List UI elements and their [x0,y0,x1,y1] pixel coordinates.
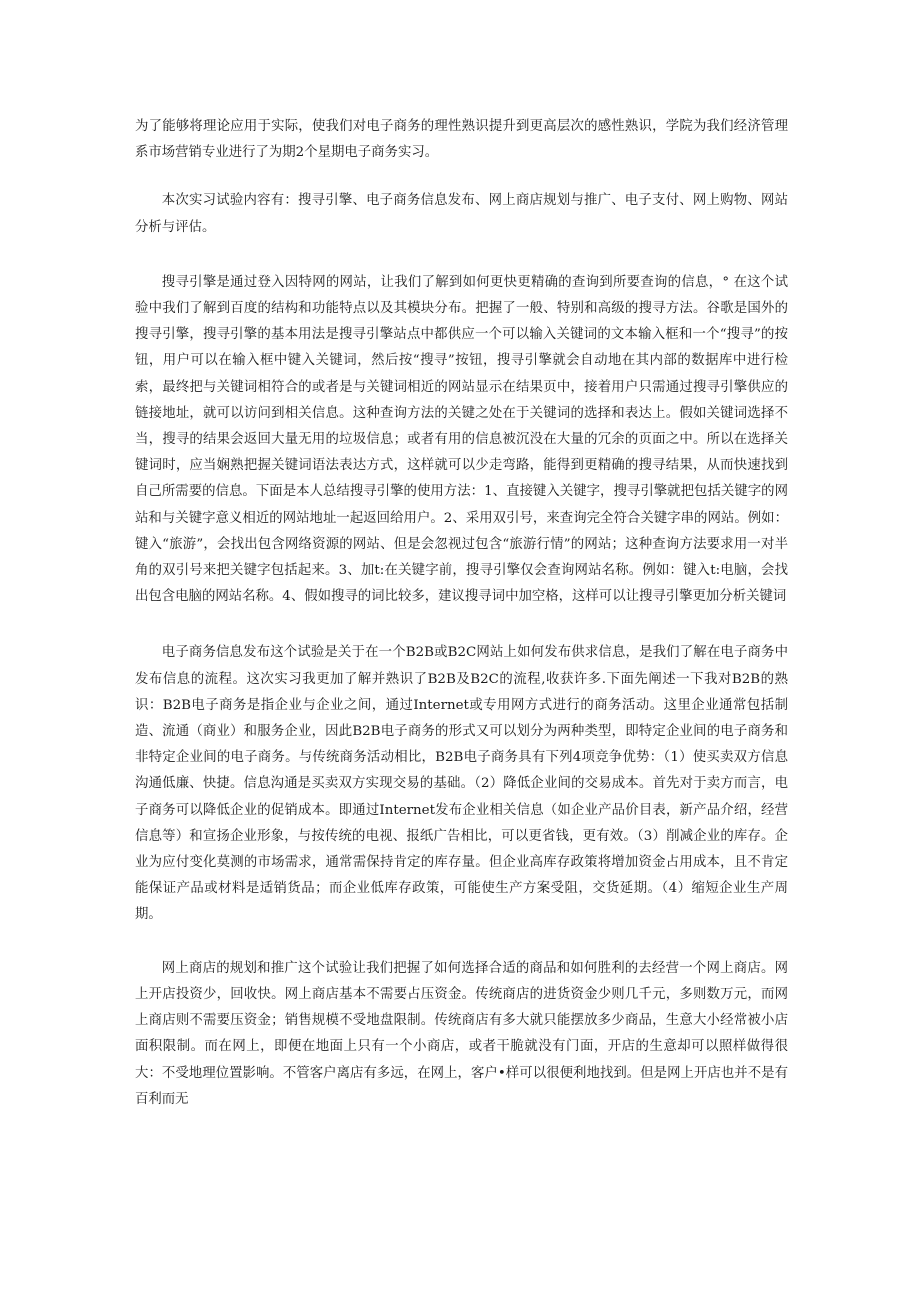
paragraph-info-publishing: 电子商务信息发布这个试验是关于在一个B2B或B2C网站上如何发布供求信息，是我们了解在电子商务中发布信息的流程。这次实习我更加了解并熟识了B2B及B2C的流程,收获许多.下面先阐述一下我对B2B的熟识：B2B电子商务是指企业与企业之间，通过Internet或专用网方式进行的商务活动。这里企业通常包括制造、流通（商业）和服务企业，因此B2B电子商务的形式又可以划分为两种类型，即特定企业间的电子商务和非特定企业间的电子商务。与传统商务活动相比，B2B电子商务具有下列4项竞争优势：（1）使买卖双方信息沟通低廉、快捷。信息沟通是买卖双方实现交易的基础。（2）降低企业间的交易成本。首先对于卖方而言，电子商务可以降低企业的促销成本。即通过Internet发布企业相关信息（如企业产品价目表，新产品介绍，经营信息等）和宣扬企业形象，与按传统的电视、报纸广告相比，可以更省钱，更有效。（3）削减企业的库存。企业为应付变化莫测的市场需求，通常需保持肯定的库存量。但企业高库存政策将增加资金占用成本，且不肯定能保证产品或材料是适销货品；而企业低库存政策，可能使生产方案受阻，交货延期。（4）缩短企业生产周期。 [135,645,789,923]
paragraph-online-store: 网上商店的规划和推广这个试验让我们把握了如何选择合适的商品和如何胜利的去经营一个网上商店。网上开店投资少，回收快。网上商店基本不需要占压资金。传统商店的进货资金少则几千元，多则数万元，而网上商店则不需要压资金；销售规模不受地盘限制。传统商店有多大就只能摆放多少商品，生意大小经常被小店面积限制。而在网上，即便在地面上只有一个小商店，或者干脆就没有门面，开店的生意却可以照样做得很大：不受地理位置影响。不管客户离店有多远，在网上，客户•样可以很便利地找到。但是网上开店也并不是有百利而无 [135,960,788,1107]
paragraph-intro: 为了能够将理论应用于实际，使我们对电子商务的理性熟识提升到更高层次的感性熟识，学院为我们经济管理系市场营销专业进行了为期2个星期电子商务实习。 [135,119,788,161]
paragraph-search-engine: 搜寻引擎是通过登入因特网的网站，让我们了解到如何更快更精确的查询到所要查询的信息，° 在这个试验中我们了解到百度的结构和功能特点以及其模块分布。把握了一般、特别和高级的搜寻方法。谷歌是国外的搜寻引擎，搜寻引擎的基本用法是搜寻引擎站点中都供应一个可以输入关键词的文本输入框和一个“搜寻”的按钮，用户可以在输入框中键入关键词，然后按“搜寻”按钮，搜寻引擎就会自动地在其内部的数据库中进行检索，最终把与关键词相符合的或者是与关键词相近的网站显示在结果页中，接着用户只需通过搜寻引擎供应的链接地址，就可以访问到相关信息。这种查询方法的关键之处在于关键词的选择和表达上。假如关键词选择不当，搜寻的结果会返回大量无用的垃圾信息；或者有用的信息被沉没在大量的冗余的页面之中。所以在选择关键词时，应当娴熟把握关键词语法表达方式，这样就可以少走弯路，能得到更精确的搜寻结果，从而快速找到自己所需要的信息。下面是本人总结搜寻引擎的使用方法：1、直接键入关键字，搜寻引擎就把包括关键字的网站和与关键字意义相近的网站地址一起返回给用户。2、采用双引号，来查询完全符合关键字串的网站。例如：键入“旅游”，会找出包含网络资源的网站、但是会忽视过包含“旅游行情”的网站；这种查询方法要求用一对半角的双引号来把关键字包括起来。3、加t:在关键字前，搜寻引擎仅会查询网站名称。例如：键入t:电脑，会找出包含电脑的网站名称。4、假如搜寻的词比较多，建议搜寻词中加空格，这样可以让搜寻引擎更加分析关键词 [135,274,788,605]
paragraph-content-overview: 本次实习试验内容有：搜寻引擎、电子商务信息发布、网上商店规划与推广、电子支付、网上购物、网站分析与评估。 [135,193,788,235]
